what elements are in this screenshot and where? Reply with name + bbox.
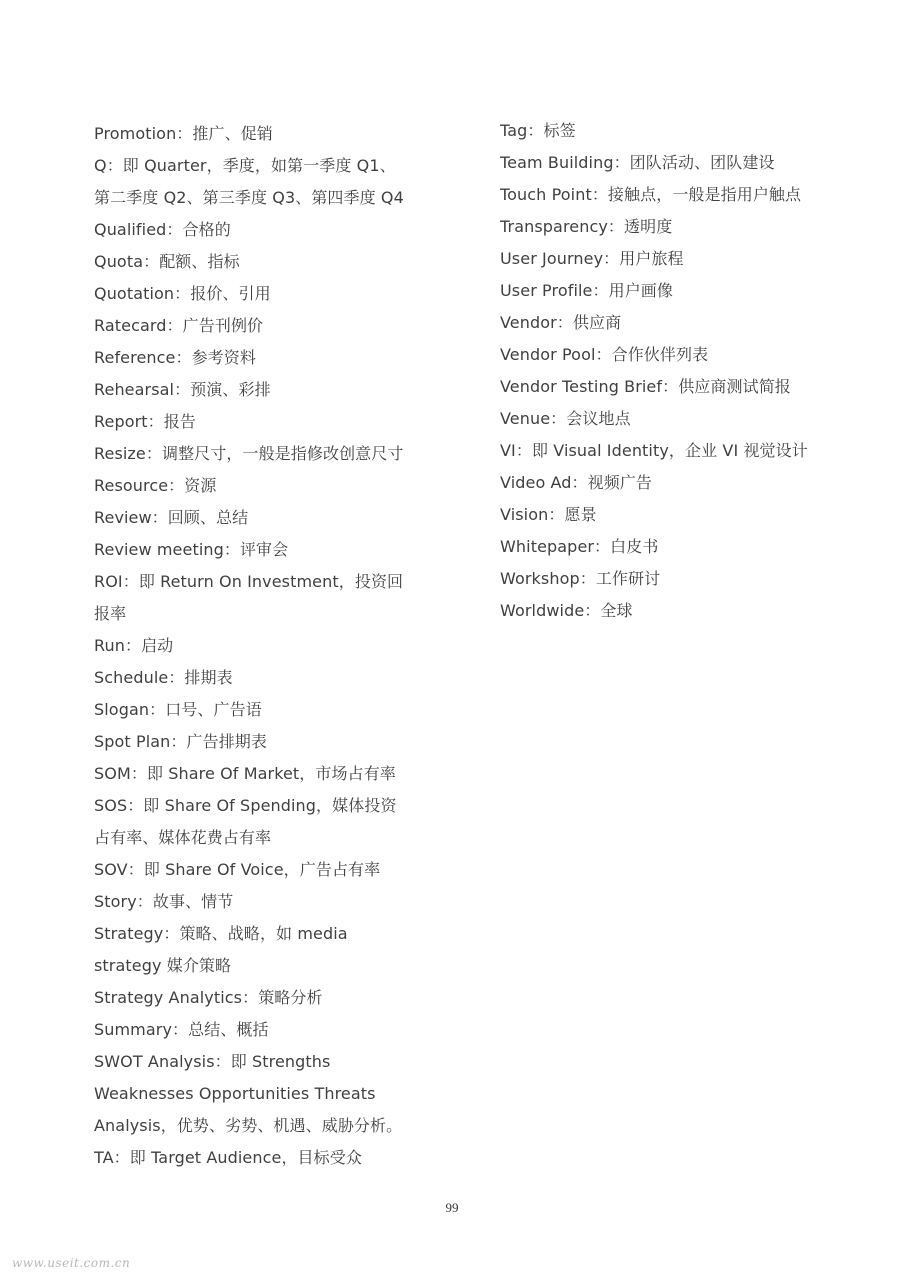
glossary-line: Vision：愿景 — [500, 505, 597, 524]
glossary-line: 报率 — [94, 604, 127, 623]
glossary-line: SOS：即 Share Of Spending，媒体投资 — [94, 796, 397, 815]
glossary-line: strategy 媒介策略 — [94, 956, 232, 975]
glossary-line: Q：即 Quarter，季度，如第一季度 Q1、 — [94, 156, 396, 175]
glossary-line: Ratecard：广告刊例价 — [94, 316, 264, 335]
glossary-line: Qualified：合格的 — [94, 220, 231, 239]
glossary-line: TA：即 Target Audience，目标受众 — [94, 1148, 362, 1167]
glossary-line: Resource：资源 — [94, 476, 217, 495]
glossary-line: VI：即 Visual Identity，企业 VI 视觉设计 — [500, 441, 808, 460]
glossary-line: Rehearsal：预演、彩排 — [94, 380, 271, 399]
glossary-line: 第二季度 Q2、第三季度 Q3、第四季度 Q4 — [94, 188, 404, 207]
glossary-line: Review：回顾、总结 — [94, 508, 249, 527]
glossary-line: Spot Plan：广告排期表 — [94, 732, 268, 751]
glossary-line: Tag：标签 — [500, 121, 576, 140]
glossary-line: Quota：配额、指标 — [94, 252, 240, 271]
glossary-line: ROI：即 Return On Investment，投资回 — [94, 572, 404, 591]
glossary-line: 占有率、媒体花费占有率 — [94, 828, 272, 847]
glossary-line: Report：报告 — [94, 412, 196, 431]
glossary-line: Vendor：供应商 — [500, 313, 622, 332]
glossary-line: Analysis，优势、劣势、机遇、威胁分析。 — [94, 1116, 403, 1135]
glossary-line: Summary：总结、概括 — [94, 1020, 269, 1039]
glossary-line: Team Building：团队活动、团队建设 — [500, 153, 775, 172]
glossary-line: User Profile：用户画像 — [500, 281, 674, 300]
glossary-line: Vendor Pool：合作伙伴列表 — [500, 345, 709, 364]
glossary-line: Review meeting：评审会 — [94, 540, 289, 559]
glossary-line: Workshop：工作研讨 — [500, 569, 661, 588]
glossary-line: SWOT Analysis：即 Strengths — [94, 1052, 331, 1071]
glossary-line: User Journey：用户旅程 — [500, 249, 684, 268]
glossary-line: Reference：参考资料 — [94, 348, 256, 367]
glossary-line: Venue：会议地点 — [500, 409, 631, 428]
glossary-line: Weaknesses Opportunities Threats — [94, 1084, 376, 1103]
watermark: www.useit.com.cn — [12, 1256, 131, 1270]
glossary-line: SOV：即 Share Of Voice，广告占有率 — [94, 860, 381, 879]
right-column — [500, 115, 880, 627]
glossary-line: Slogan：口号、广告语 — [94, 700, 262, 719]
glossary-line: Strategy：策略、战略，如 media — [94, 924, 348, 943]
glossary-line: Run：启动 — [94, 636, 174, 655]
page-number: 99 — [445, 1200, 459, 1215]
glossary-line: Story：故事、情节 — [94, 892, 234, 911]
left-column — [94, 118, 434, 1174]
glossary-line: Transparency：透明度 — [500, 217, 673, 236]
glossary-line: Whitepaper：白皮书 — [500, 537, 659, 556]
glossary-line: Schedule：排期表 — [94, 668, 233, 687]
glossary-line: Video Ad：视频广告 — [500, 473, 653, 492]
glossary-line: Vendor Testing Brief：供应商测试简报 — [500, 377, 791, 396]
glossary-line: Strategy Analytics：策略分析 — [94, 988, 323, 1007]
glossary-line: Worldwide：全球 — [500, 601, 633, 620]
glossary-line: Touch Point：接触点，一般是指用户触点 — [500, 185, 802, 204]
glossary-line: Promotion：推广、促销 — [94, 124, 273, 143]
glossary-line: Quotation：报价、引用 — [94, 284, 271, 303]
glossary-line: Resize：调整尺寸，一般是指修改创意尺寸 — [94, 444, 404, 463]
glossary-line: SOM：即 Share Of Market，市场占有率 — [94, 764, 396, 783]
